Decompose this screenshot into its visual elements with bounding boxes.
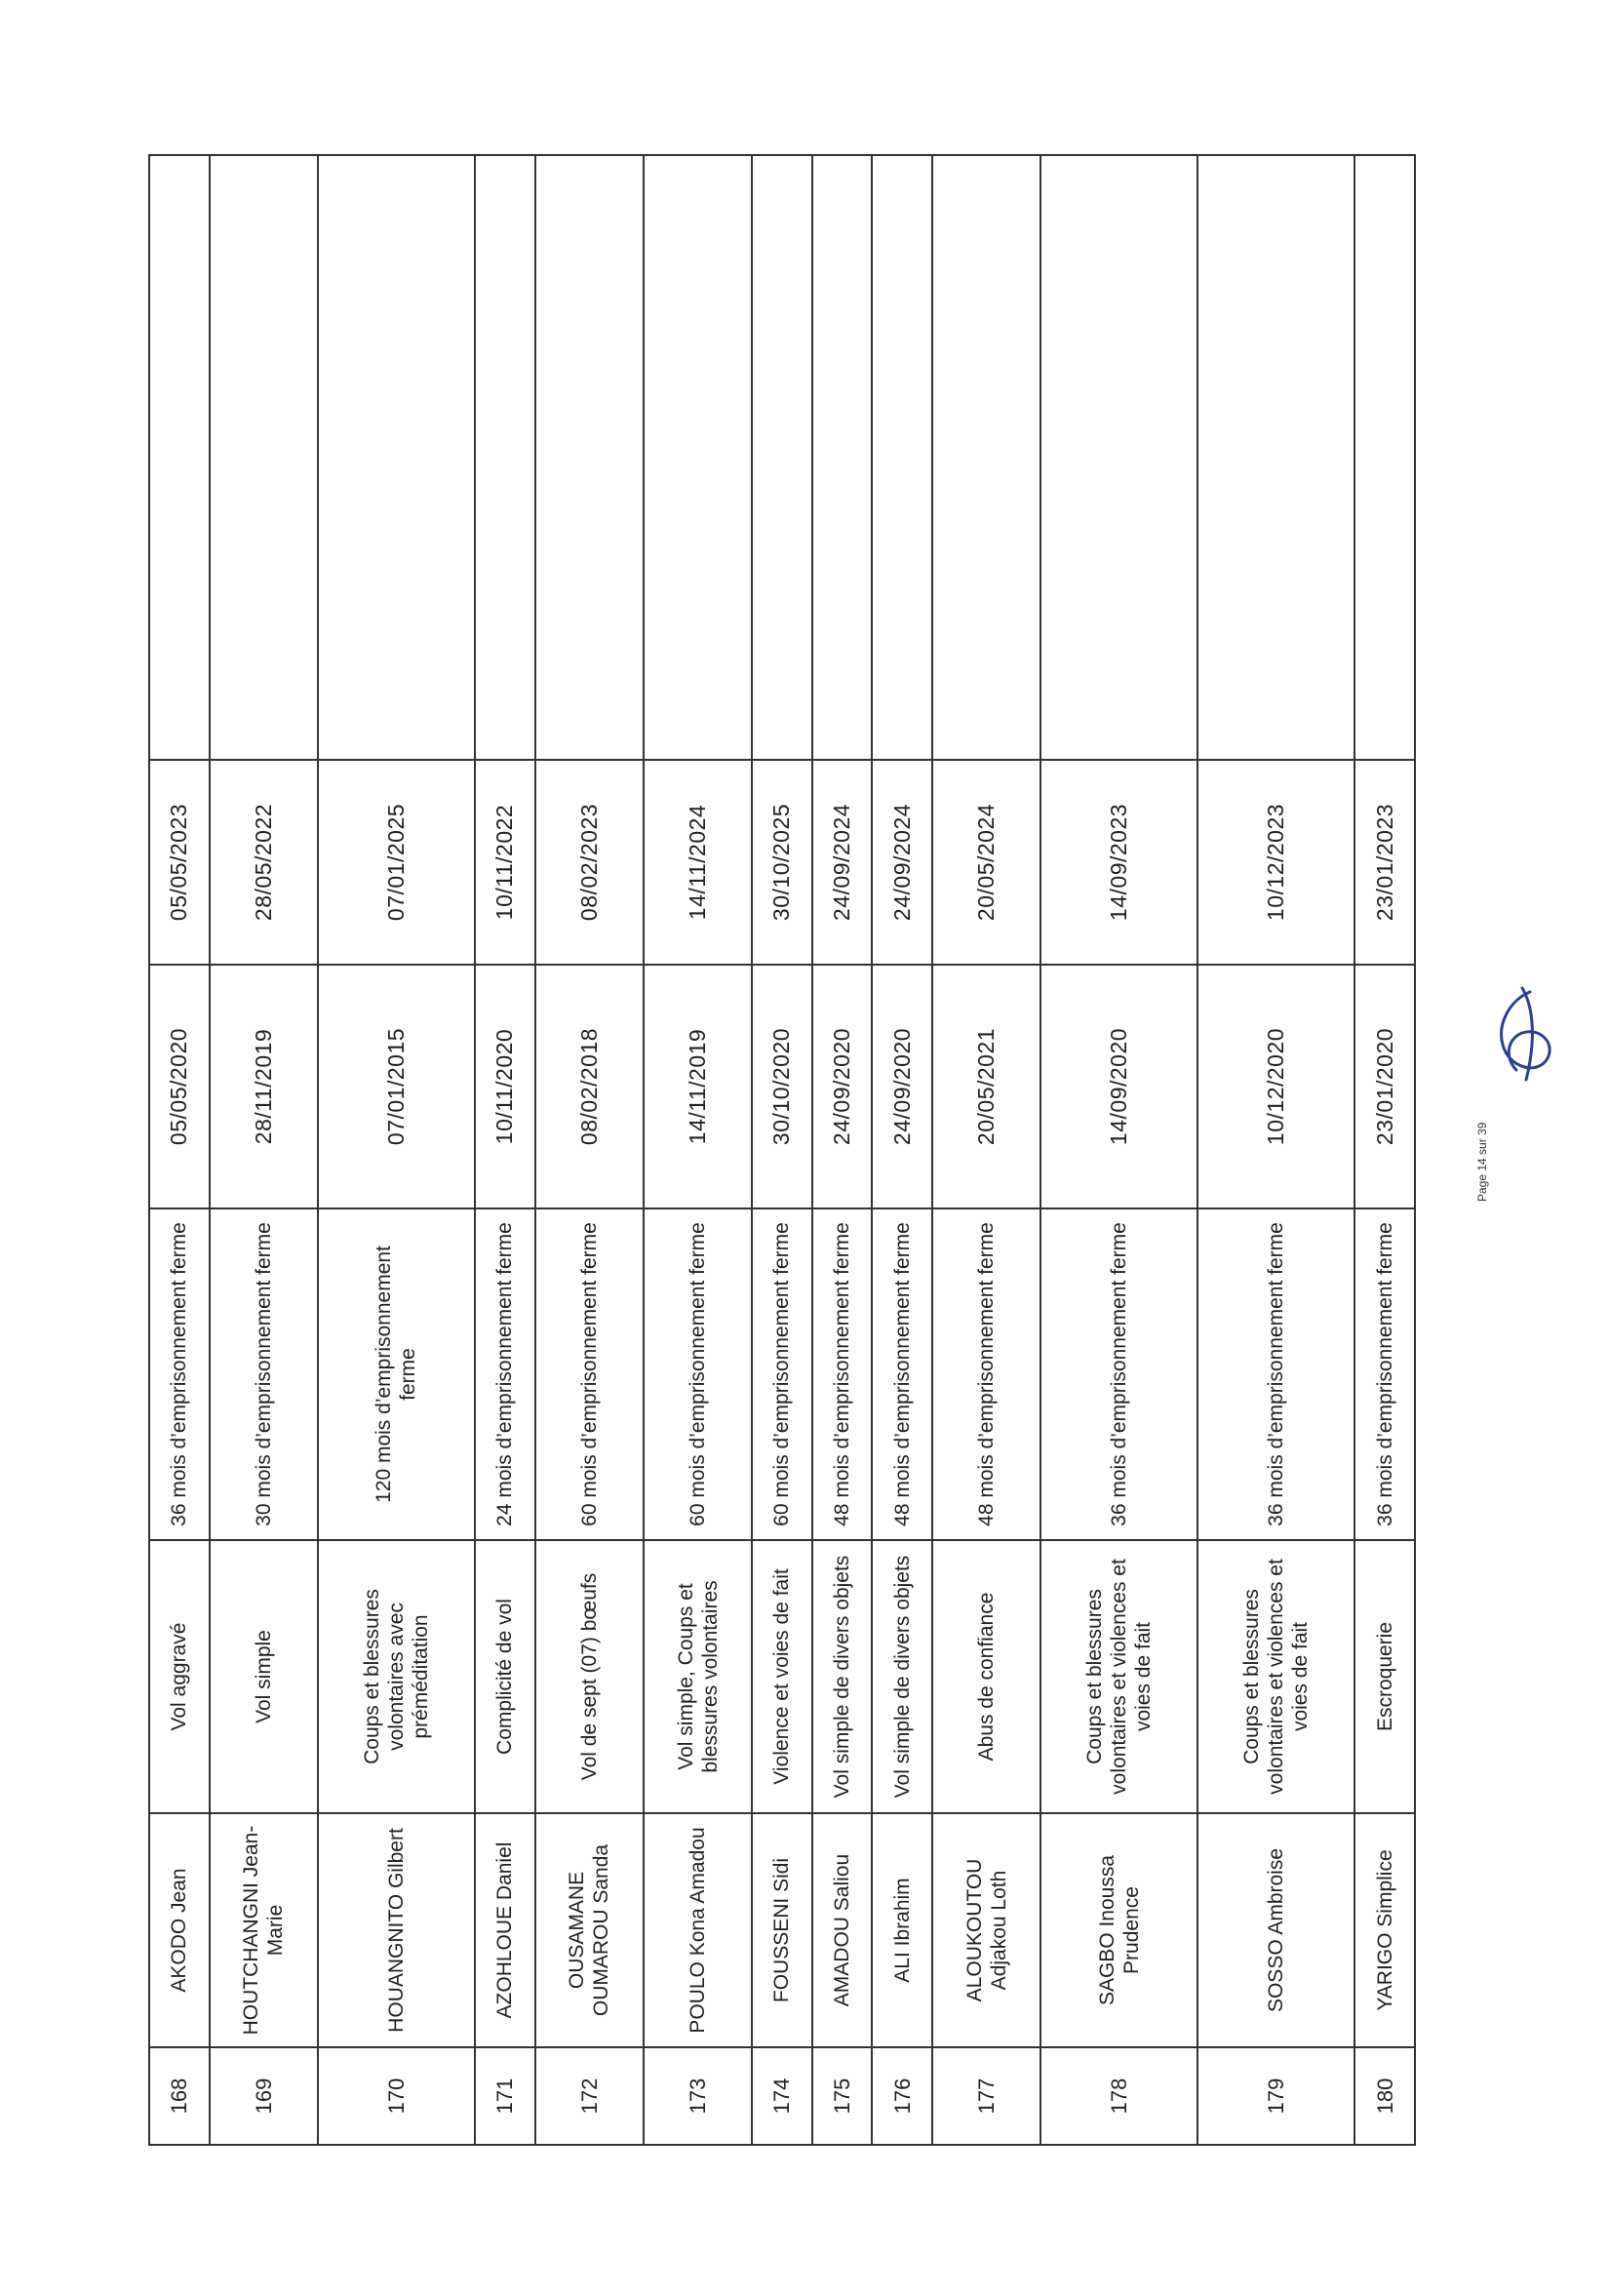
prisoner-name-cell: HOUTCHANGNI Jean-Marie: [210, 1813, 318, 2047]
offense-cell: Vol de sept (07) bœufs: [535, 1540, 644, 1813]
start-date-cell: 10/11/2020: [475, 965, 535, 1208]
start-date-cell: 23/01/2020: [1354, 965, 1415, 1208]
prisoner-name-cell: AKODO Jean: [149, 1813, 210, 2047]
prisoner-name-cell: HOUANGNITO Gilbert: [318, 1813, 475, 2047]
row-number-cell: 174: [752, 2047, 812, 2145]
end-date-cell: 08/02/2023: [535, 760, 644, 965]
sentence-cell: 60 mois d’emprisonnement ferme: [535, 1208, 644, 1540]
prisoner-table: [148, 154, 1416, 2146]
row-number-cell: 171: [475, 2047, 535, 2145]
offense-cell: Vol aggravé: [149, 1540, 210, 1813]
table-row: [149, 155, 210, 2145]
offense-cell: Abus de confiance: [932, 1540, 1040, 1813]
offense-cell: Coups et blessures volontaires et violences et voies de fait: [1040, 1540, 1197, 1813]
table-row: [752, 155, 812, 2145]
remarks-cell: [210, 155, 318, 760]
start-date-cell: 10/12/2020: [1197, 965, 1354, 1208]
start-date-cell: 24/09/2020: [872, 965, 932, 1208]
start-date-cell: 30/10/2020: [752, 965, 812, 1208]
sentence-cell: 36 mois d’emprisonnement ferme: [1354, 1208, 1415, 1540]
start-date-cell: 08/02/2018: [535, 965, 644, 1208]
prisoner-name-cell: AZOHLOUE Daniel: [475, 1813, 535, 2047]
start-date-cell: 14/11/2019: [644, 965, 752, 1208]
row-number-cell: 169: [210, 2047, 318, 2145]
start-date-cell: 14/09/2020: [1040, 965, 1197, 1208]
table-body: [149, 155, 1415, 2145]
table-row: [932, 155, 1040, 2145]
prisoner-name-cell: FOUSSENI Sidi: [752, 1813, 812, 2047]
row-number-cell: 170: [318, 2047, 475, 2145]
offense-cell: Coups et blessures volontaires et violences et voies de fait: [1197, 1540, 1354, 1813]
table-row: [318, 155, 475, 2145]
table-row: [1197, 155, 1354, 2145]
end-date-cell: 10/11/2022: [475, 760, 535, 965]
remarks-cell: [1040, 155, 1197, 760]
remarks-cell: [535, 155, 644, 760]
sentence-cell: 60 mois d’emprisonnement ferme: [752, 1208, 812, 1540]
table-row: [1354, 155, 1415, 2145]
offense-cell: Vol simple de divers objets: [812, 1540, 873, 1813]
row-number-cell: 172: [535, 2047, 644, 2145]
remarks-cell: [932, 155, 1040, 760]
end-date-cell: 10/12/2023: [1197, 760, 1354, 965]
row-number-cell: 179: [1197, 2047, 1354, 2145]
remarks-cell: [475, 155, 535, 760]
remarks-cell: [1354, 155, 1415, 760]
table-row: [535, 155, 644, 2145]
offense-cell: Vol simple, Coups et blessures volontaires: [644, 1540, 752, 1813]
start-date-cell: 28/11/2019: [210, 965, 318, 1208]
offense-cell: Vol simple de divers objets: [872, 1540, 932, 1813]
prisoner-name-cell: SOSSO Ambroise: [1197, 1813, 1354, 2047]
sentence-cell: 48 mois d’emprisonnement ferme: [812, 1208, 873, 1540]
prisoner-name-cell: SAGBO Inoussa Prudence: [1040, 1813, 1197, 2047]
sentence-cell: 48 mois d’emprisonnement ferme: [932, 1208, 1040, 1540]
prisoner-name-cell: AMADOU Saliou: [812, 1813, 873, 2047]
row-number-cell: 176: [872, 2047, 932, 2145]
remarks-cell: [1197, 155, 1354, 760]
prisoner-name-cell: OUSAMANE OUMAROU Sanda: [535, 1813, 644, 2047]
table-row: [210, 155, 318, 2145]
table-row: [812, 155, 873, 2145]
remarks-cell: [149, 155, 210, 760]
sentence-cell: 36 mois d’emprisonnement ferme: [1197, 1208, 1354, 1540]
sentence-cell: 24 mois d’emprisonnement ferme: [475, 1208, 535, 1540]
offense-cell: Vol simple: [210, 1540, 318, 1813]
end-date-cell: 20/05/2024: [932, 760, 1040, 965]
remarks-cell: [752, 155, 812, 760]
start-date-cell: 24/09/2020: [812, 965, 873, 1208]
row-number-cell: 173: [644, 2047, 752, 2145]
row-number-cell: 168: [149, 2047, 210, 2145]
table-row: [872, 155, 932, 2145]
row-number-cell: 178: [1040, 2047, 1197, 2145]
end-date-cell: 05/05/2023: [149, 760, 210, 965]
row-number-cell: 180: [1354, 2047, 1415, 2145]
table-row: [644, 155, 752, 2145]
page-footer: Page 14 sur 39: [1475, 1122, 1489, 1202]
end-date-cell: 07/01/2025: [318, 760, 475, 965]
sentence-cell: 36 mois d’emprisonnement ferme: [149, 1208, 210, 1540]
offense-cell: Escroquerie: [1354, 1540, 1415, 1813]
end-date-cell: 14/11/2024: [644, 760, 752, 965]
start-date-cell: 05/05/2020: [149, 965, 210, 1208]
signature-mark: [1477, 980, 1565, 1088]
offense-cell: Coups et blessures volontaires avec préméditation: [318, 1540, 475, 1813]
end-date-cell: 14/09/2023: [1040, 760, 1197, 965]
start-date-cell: 20/05/2021: [932, 965, 1040, 1208]
sentence-cell: 120 mois d’emprisonnement ferme: [318, 1208, 475, 1540]
row-number-cell: 177: [932, 2047, 1040, 2145]
end-date-cell: 28/05/2022: [210, 760, 318, 965]
remarks-cell: [644, 155, 752, 760]
rotated-page-content: [148, 156, 1416, 2146]
offense-cell: Violence et voies de fait: [752, 1540, 812, 1813]
sentence-cell: 36 mois d’emprisonnement ferme: [1040, 1208, 1197, 1540]
remarks-cell: [872, 155, 932, 760]
start-date-cell: 07/01/2015: [318, 965, 475, 1208]
end-date-cell: 24/09/2024: [872, 760, 932, 965]
remarks-cell: [812, 155, 873, 760]
remarks-cell: [318, 155, 475, 760]
prisoner-name-cell: ALOUKOUTOU Adjakou Loth: [932, 1813, 1040, 2047]
prisoner-name-cell: ALI Ibrahim: [872, 1813, 932, 2047]
offense-cell: Complicité de vol: [475, 1540, 535, 1813]
row-number-cell: 175: [812, 2047, 873, 2145]
end-date-cell: 24/09/2024: [812, 760, 873, 965]
sentence-cell: 30 mois d’emprisonnement ferme: [210, 1208, 318, 1540]
prisoner-name-cell: POULO Kona Amadou: [644, 1813, 752, 2047]
sentence-cell: 48 mois d’emprisonnement ferme: [872, 1208, 932, 1540]
prisoner-name-cell: YARIGO Simplice: [1354, 1813, 1415, 2047]
end-date-cell: 30/10/2025: [752, 760, 812, 965]
sentence-cell: 60 mois d’emprisonnement ferme: [644, 1208, 752, 1540]
end-date-cell: 23/01/2023: [1354, 760, 1415, 965]
table-row: [1040, 155, 1197, 2145]
table-row: [475, 155, 535, 2145]
